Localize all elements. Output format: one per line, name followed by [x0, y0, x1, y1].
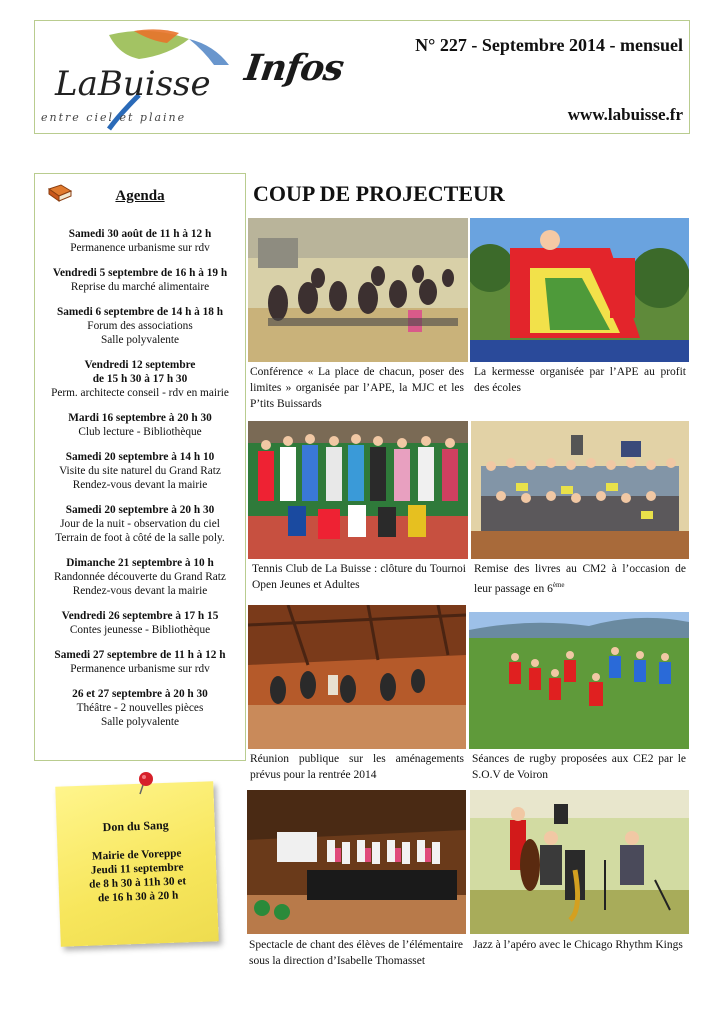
caption-conference: Conférence « La place de chacun, poser des limites » organisée par l’APE, la MJC et les P’tits Buissards — [250, 366, 464, 410]
agenda-event — [39, 305, 241, 347]
event-line: Salle polyvalente — [100, 334, 180, 346]
agenda-list — [39, 227, 241, 740]
agenda-title: Agenda — [115, 188, 165, 204]
event-date: Samedi 20 septembre à 20 h 30 — [65, 504, 215, 516]
note-title: Don du Sang — [102, 817, 169, 835]
event-line: Salle polyvalente — [100, 716, 180, 728]
event-line: Randonnée découverte du Grand Ratz — [54, 571, 226, 583]
event-date: 26 et 27 septembre à 20 h 30 — [72, 688, 208, 700]
event-line: Visite du site naturel du Grand Ratz — [59, 465, 221, 477]
event-line: Contes jeunesse - Bibliothèque — [69, 624, 211, 636]
event-date: Vendredi 5 septembre de 16 h à 19 h — [52, 267, 228, 279]
note-line: Jeudi 11 septembre — [90, 861, 184, 877]
logo-text: LaBuisse — [55, 64, 211, 104]
caption-rugby: Séances de rugby proposées aux CE2 par le S.O.V de Voiron — [472, 753, 686, 781]
masthead — [34, 20, 690, 134]
event-date: Samedi 6 septembre de 14 h à 18 h — [56, 306, 224, 318]
agenda-event — [39, 556, 241, 598]
event-date: Samedi 27 septembre de 11 h à 12 h — [54, 649, 226, 661]
photo-kermesse — [470, 218, 689, 362]
note-line: de 16 h 30 à 20 h — [97, 889, 179, 905]
event-line: Reprise du marché alimentaire — [70, 281, 210, 293]
event-line: Permanence urbanisme sur rdv — [70, 663, 210, 675]
agenda-event — [39, 503, 241, 545]
photo-tennis — [248, 421, 468, 559]
section-title: COUP DE PROJECTEUR — [253, 181, 505, 206]
agenda-event — [39, 648, 241, 676]
event-date: Vendredi 12 septembre — [84, 359, 196, 371]
photo-chant — [247, 790, 466, 934]
caption-chant: Spectacle de chant des élèves de l’élémentaire sous la direction d’Isabelle Thomasset — [249, 939, 463, 967]
caption-cm2 — [474, 561, 686, 597]
agenda-event — [39, 687, 241, 729]
event-date: Vendredi 26 septembre à 17 h 15 — [61, 610, 219, 622]
event-line: Jour de la nuit - observation du ciel — [60, 518, 220, 530]
agenda-event — [39, 358, 241, 400]
event-line: Club lecture - Bibliothèque — [78, 426, 202, 438]
caption-tennis: Tennis Club de La Buisse : clôture du Tournoi Open Jeunes et Adultes — [252, 563, 466, 591]
photo-jazz — [470, 790, 689, 934]
event-date: Samedi 30 août de 11 h à 12 h — [68, 228, 212, 240]
event-date-2: de 15 h 30 à 17 h 30 — [92, 373, 188, 385]
event-date: Mardi 16 septembre à 20 h 30 — [68, 412, 212, 424]
issue-number: N° 227 - Septembre 2014 - mensuel — [415, 35, 683, 55]
event-line: Terrain de foot à côté de la salle poly. — [55, 532, 225, 544]
event-date: Dimanche 21 septembre à 10 h — [66, 557, 214, 569]
photo-cm2 — [471, 421, 689, 559]
caption-cm2-text: Remise des livres au CM2 à l’occasion de leur passage en 6 — [474, 563, 686, 595]
photo-rugby — [469, 612, 689, 749]
event-line: Perm. architecte conseil - rdv en mairie — [51, 387, 229, 399]
agenda-event — [39, 227, 241, 255]
event-line: Rendez-vous devant la mairie — [72, 479, 208, 491]
sticky-note — [55, 781, 218, 946]
agenda-event — [39, 266, 241, 294]
agenda-event — [39, 609, 241, 637]
note-line: de 8 h 30 à 11h 30 et — [88, 875, 187, 891]
event-line: Rendez-vous devant la mairie — [72, 585, 208, 597]
la-buisse-logo — [39, 25, 249, 131]
caption-jazz: Jazz à l’apéro avec le Chicago Rhythm Kings — [473, 939, 683, 951]
blood-donation-note — [58, 770, 218, 940]
agenda-event — [39, 411, 241, 439]
website-link[interactable]: www.labuisse.fr — [567, 105, 683, 124]
event-line: Permanence urbanisme sur rdv — [70, 242, 210, 254]
photo-reunion — [248, 605, 466, 749]
event-date: Samedi 20 septembre à 14 h 10 — [65, 451, 215, 463]
pushpin-icon — [134, 770, 156, 796]
infos-title: Infos — [242, 47, 346, 89]
event-line: Théâtre - 2 nouvelles pièces — [76, 702, 204, 714]
caption-kermesse: La kermesse organisée par l’APE au profit des écoles — [474, 366, 686, 394]
note-line: Mairie de Voreppe — [91, 847, 182, 863]
agenda-box — [34, 173, 246, 761]
caption-cm2-sup: ème — [552, 581, 565, 589]
event-line: Forum des associations — [87, 320, 193, 332]
logo-tagline: entre ciel et plaine — [41, 111, 187, 124]
agenda-event — [39, 450, 241, 492]
note-lines — [57, 845, 217, 906]
caption-reunion: Réunion publique sur les aménagements prévus pour la rentrée 2014 — [250, 753, 464, 781]
photo-conference — [248, 218, 468, 362]
